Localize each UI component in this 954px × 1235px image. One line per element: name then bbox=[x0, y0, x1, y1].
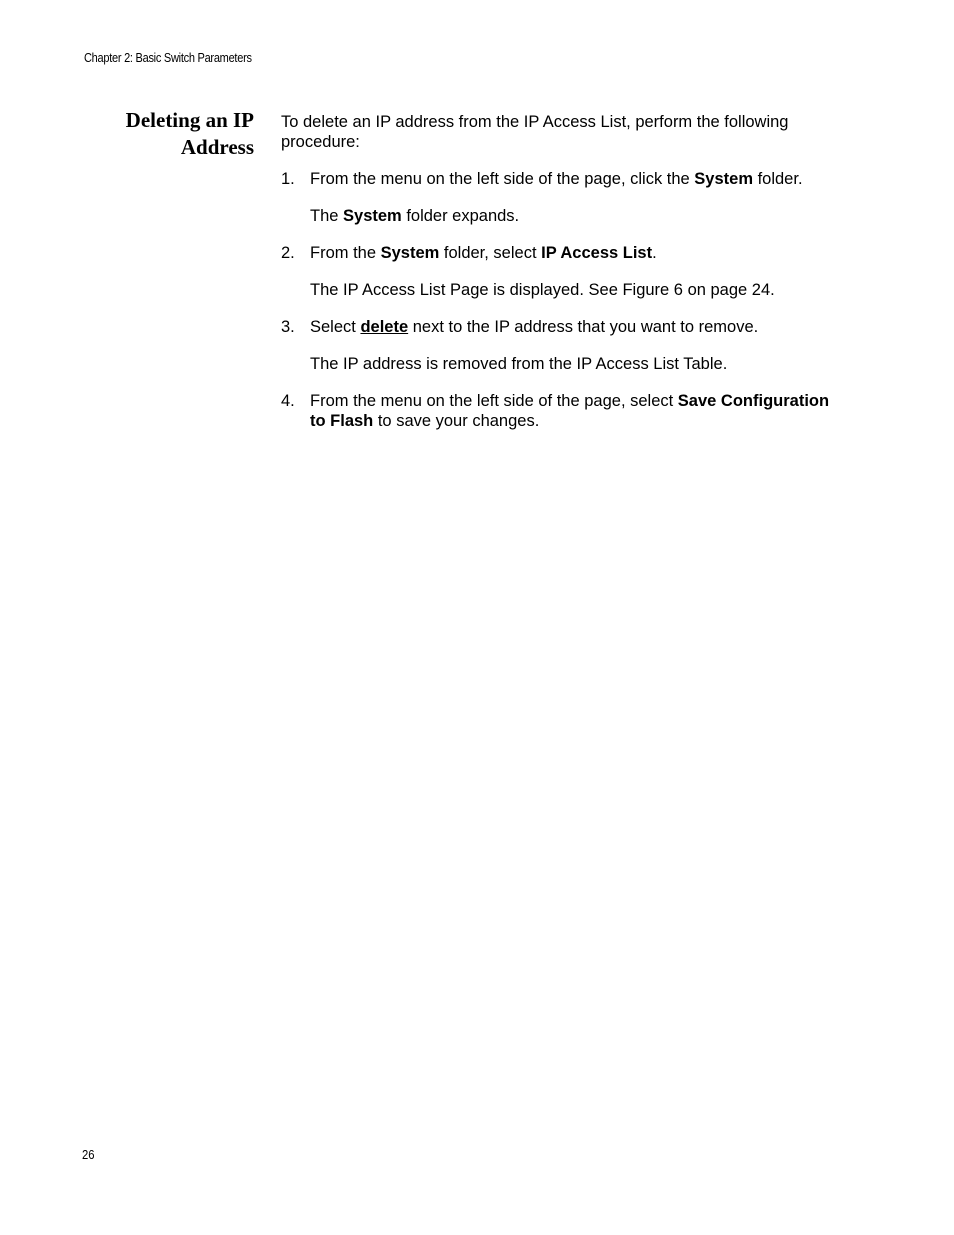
result-text: The bbox=[310, 207, 344, 225]
section-heading-line-2: Address bbox=[180, 135, 254, 159]
step-text: folder, select bbox=[439, 244, 542, 262]
running-header: Chapter 2: Basic Switch Parameters bbox=[84, 51, 252, 65]
step-text: From the menu on the left side of the page, select bbox=[310, 392, 678, 410]
step-2 bbox=[281, 243, 841, 263]
step-number: 3. bbox=[281, 318, 295, 336]
step-number: 2. bbox=[281, 244, 295, 262]
step-number: 4. bbox=[281, 392, 295, 410]
result-text: folder expands. bbox=[401, 207, 520, 225]
section-heading bbox=[60, 107, 254, 161]
step-2-result: The IP Access List Page is displayed. See Figure 6 on page 24. bbox=[310, 281, 775, 299]
procedure-body bbox=[281, 112, 841, 448]
step-4 bbox=[281, 391, 841, 431]
step-1-result bbox=[281, 206, 841, 226]
step-bold-term: IP Access List bbox=[541, 244, 653, 262]
step-text: From the menu on the left side of the page, click the bbox=[310, 170, 695, 188]
delete-link: delete bbox=[360, 318, 409, 336]
step-text: next to the IP address that you want to remove. bbox=[408, 318, 759, 336]
step-number: 1. bbox=[281, 170, 295, 188]
page-number: 26 bbox=[82, 1148, 95, 1162]
section-heading-line-1: Deleting an IP bbox=[125, 108, 254, 132]
step-text: Select bbox=[310, 318, 361, 336]
step-text: . bbox=[652, 244, 657, 262]
step-bold-term: System bbox=[694, 170, 753, 188]
step-bold-term: System bbox=[380, 244, 440, 262]
step-3-result: The IP address is removed from the IP Access List Table. bbox=[310, 355, 728, 373]
step-bold-term: Save Configuration to Flash bbox=[310, 392, 830, 430]
step-text: folder. bbox=[753, 170, 803, 188]
step-text: From the bbox=[310, 244, 381, 262]
intro-paragraph: To delete an IP address from the IP Access List, perform the following procedure: bbox=[281, 113, 789, 151]
step-text: to save your changes. bbox=[373, 412, 540, 430]
result-bold-term: System bbox=[343, 207, 402, 225]
step-3 bbox=[281, 317, 841, 337]
step-1 bbox=[281, 169, 841, 189]
